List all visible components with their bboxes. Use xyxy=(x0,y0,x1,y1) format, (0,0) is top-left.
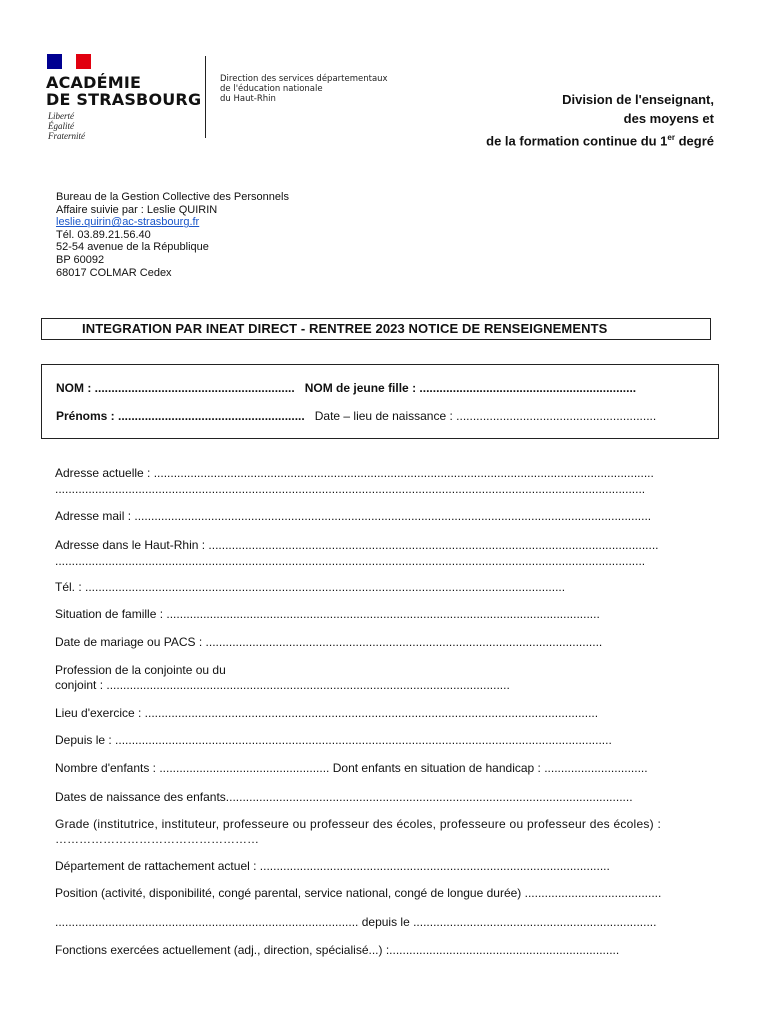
adresse-actuelle-line2[interactable]: ................................................................................................................................................................................. xyxy=(55,482,646,496)
prenoms-field[interactable]: Prénoms : ........................................................ xyxy=(56,409,305,423)
republic-motto xyxy=(48,111,85,141)
academy-logo-text xyxy=(46,74,201,108)
adresse-haut-rhin-line2[interactable]: ................................................................................................................................................................................. xyxy=(55,554,646,568)
enfants-handicap-field[interactable]: Dont enfants en situation de handicap : ............................... xyxy=(332,761,648,775)
date-mariage-pacs-field[interactable]: Date de mariage ou PACS : ....................................................................................................................... xyxy=(55,635,603,649)
grade-field[interactable]: …………………………………………… xyxy=(55,832,259,846)
dsden-line3: du Haut-Rhin xyxy=(220,94,276,104)
document-title-box xyxy=(41,318,711,340)
academy-line1: ACADÉMIE xyxy=(46,73,142,92)
academy-line2: DE STRASBOURG xyxy=(46,90,202,109)
grade-label: Grade (institutrice, instituteur, professeure ou professeur des écoles, professeure ou professeur des écoles) : xyxy=(55,817,662,831)
bureau-name: Bureau de la Gestion Collective des Personnels xyxy=(56,191,289,203)
departement-rattachement-field[interactable]: Département de rattachement actuel : ......................................................................................................... xyxy=(55,859,610,873)
division-line1: Division de l'enseignant, xyxy=(562,92,714,107)
bureau-contact xyxy=(56,191,289,279)
division-line3-text: de la formation continue du 1 xyxy=(486,133,668,149)
identity-box xyxy=(41,364,719,439)
nombre-enfants-field[interactable]: Nombre d'enfants : ................................................... xyxy=(55,761,330,775)
motto-fraternite: Fraternité xyxy=(48,131,85,141)
date-lieu-naissance-field[interactable]: Date – lieu de naissance : ............................................................ xyxy=(314,409,657,423)
motto-egalite: Égalité xyxy=(48,121,74,131)
division-line2: des moyens et xyxy=(623,111,714,126)
fonctions-exercees-field[interactable]: Fonctions exercées actuellement (adj., direction, spécialisé...) :..................................................................... xyxy=(55,943,620,957)
nom-jeune-fille-field[interactable]: NOM de jeune fille : ................................................................. xyxy=(304,381,637,395)
bureau-contact-person: Affaire suivie par : Leslie QUIRIN xyxy=(56,203,218,216)
dsden-line1: Direction des services départementaux xyxy=(220,74,388,84)
adresse-actuelle-field[interactable]: Adresse actuelle : ...................................................................................................................................................... xyxy=(55,466,654,480)
dsden-line2: de l'éducation nationale xyxy=(220,84,323,94)
adresse-mail-field[interactable]: Adresse mail : ........................................................................................................................................................... xyxy=(55,509,652,523)
profession-conjoint-field[interactable]: conjoint : ......................................................................................................................... xyxy=(55,678,510,692)
motto-liberte: Liberté xyxy=(48,111,74,121)
bureau-email-link[interactable]: leslie.quirin@ac-strasbourg.fr xyxy=(56,216,200,229)
division-line3 xyxy=(486,128,714,150)
depuis-le-field[interactable]: Depuis le : ..................................................................................................................................................... xyxy=(55,733,612,747)
tel-field[interactable]: Tél. : ................................................................................................................................................ xyxy=(55,580,566,594)
identity-row-1 xyxy=(56,381,636,395)
logo-divider xyxy=(205,56,206,138)
position-field[interactable]: Position (activité, disponibilité, congé parental, service national, congé de longue durée) ......................................... xyxy=(55,886,662,900)
bureau-bp: BP 60092 xyxy=(56,253,105,266)
division-heading xyxy=(486,90,714,150)
dsden-label xyxy=(220,74,388,104)
division-line3-sup: er xyxy=(667,133,675,142)
division-line3-end: degré xyxy=(674,133,714,149)
adresse-haut-rhin-field[interactable]: Adresse dans le Haut-Rhin : ....................................................................................................................................... xyxy=(55,538,659,552)
identity-row-2 xyxy=(56,409,656,423)
situation-famille-field[interactable]: Situation de famille : .................................................................................................................................. xyxy=(55,607,600,621)
position-depuis-field[interactable]: ........................................................................................... depuis le ......................................................................... xyxy=(55,915,657,929)
lieu-exercice-field[interactable]: Lieu d'exercice : ........................................................................................................................................ xyxy=(55,706,599,720)
nombre-enfants-row xyxy=(55,761,648,775)
dates-naissance-enfants-field[interactable]: Dates de naissance des enfants.......................................................................................................................... xyxy=(55,790,633,804)
bureau-phone: Tél. 03.89.21.56.40 xyxy=(56,228,151,241)
nom-field[interactable]: NOM : ............................................................ xyxy=(56,381,295,395)
document-title: INTEGRATION PAR INEAT DIRECT - RENTREE 2023 NOTICE DE RENSEIGNEMENTS xyxy=(82,321,608,336)
republic-flag-icon xyxy=(47,54,91,69)
profession-conjoint-label: Profession de la conjointe ou du xyxy=(55,663,226,677)
bureau-city: 68017 COLMAR Cedex xyxy=(56,266,172,279)
bureau-address: 52-54 avenue de la République xyxy=(56,241,209,254)
